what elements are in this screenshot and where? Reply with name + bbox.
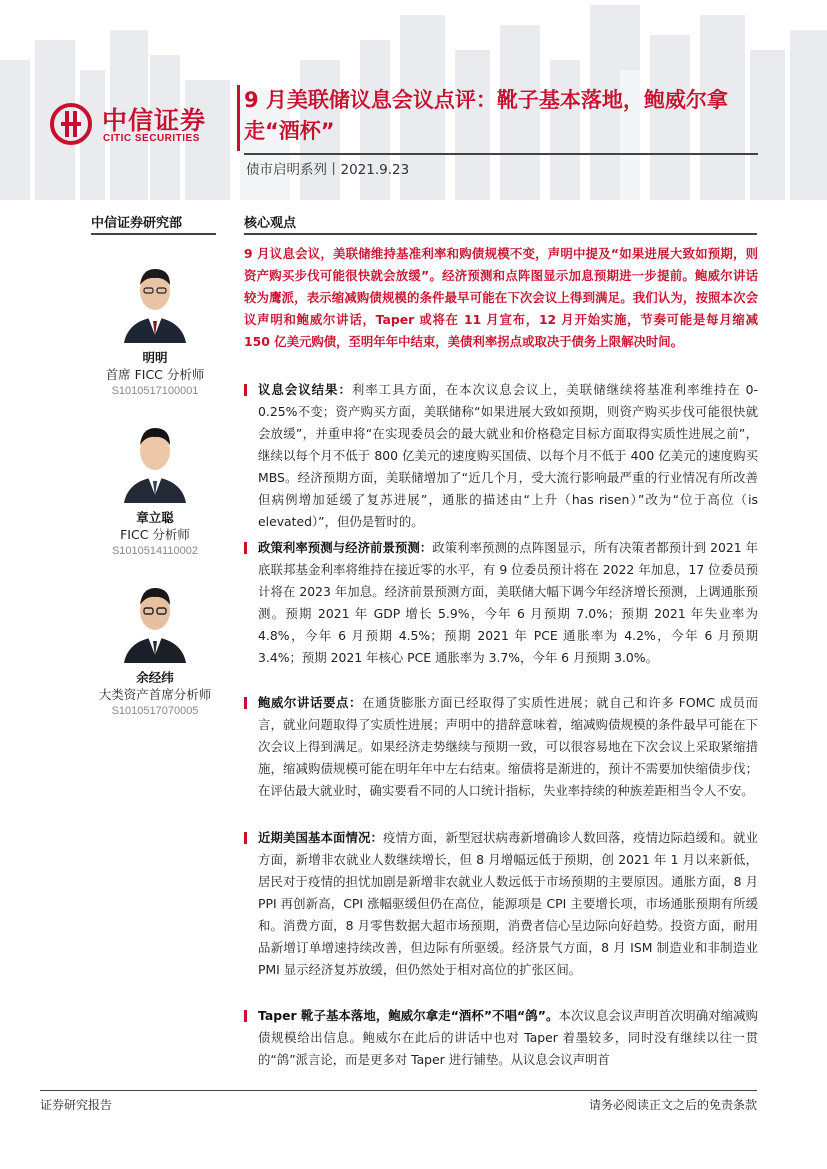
section-taper (244, 1005, 758, 1071)
report-series-date: 债市启明系列丨2021.9.23 (246, 162, 410, 178)
analyst-name: 余经纬 (136, 670, 174, 685)
analyst-photo (120, 255, 190, 343)
logo-english-name: CITIC SECURITIES (103, 133, 200, 144)
section-body: 疫情方面，新型冠状病毒新增确诊人数回落，疫情边际趋缓和。就业方面，新增非农就业人数继续增长，但 8 月增幅远低于预期，创 2021 年 1 月以来新低，居民对于疫情的担忧加剧是新增非农就业人数远低于市场预期的主要原因。通胀方面，8 月 PPI 再创新高，CPI 涨幅驱缓但仍在高位，能源项是 CPI 主要增长项，市场通胀预期有所缓和。消费方面，8 月零售数据大超市场预期，消费者信心呈边际向好趋势。投资方面，耐用品新增订单增速持续改善，但边际有所驱缓。经济景气方面，8 月 ISM 制造业和非制造业 PMI 显示经济复苏放缓，但仍然处于相对高位的扩张区间。 (258, 830, 759, 977)
report-title: 9 月美联储议息会议点评：靴子基本落地，鲍威尔拿走“酒杯” (244, 88, 728, 143)
logo-chinese-name: 中信证券 (102, 106, 207, 135)
section-heading: 鲍威尔讲话要点： (258, 695, 363, 710)
department-divider (91, 233, 216, 235)
analyst-photo (120, 415, 190, 503)
section-meeting-result (244, 379, 758, 533)
analyst-card (91, 575, 219, 720)
core-views-divider (244, 233, 757, 235)
section-fundamentals (244, 827, 758, 981)
citic-logo (50, 103, 230, 151)
core-views-heading: 核心观点 (244, 216, 297, 231)
section-heading: Taper 靴子基本落地，鲍威尔拿走“酒杯”不唱“鸽”。 (258, 1008, 559, 1023)
section-marker (244, 697, 247, 709)
analyst-card (91, 415, 219, 560)
section-marker (244, 1010, 247, 1022)
analyst-license-id: S1010517070005 (111, 705, 199, 717)
footer-report-type: 证券研究报告 (40, 1098, 113, 1112)
section-marker (244, 542, 247, 554)
analyst-title: 首席 FICC 分析师 (105, 367, 205, 382)
title-accent-bar (237, 85, 240, 151)
section-heading: 政策利率预测与经济前景预测： (258, 540, 433, 555)
section-body: 本次议息会议声明首次明确对缩减购债规模给出信息。鲍威尔在此后的讲话中也对 Taper 着墨较多，同时没有继续以往一贯的“鸽”派言论，而是更多对 Taper 进行铺垫。从议息会议声明首 (258, 1008, 758, 1067)
analyst-name: 明明 (142, 350, 168, 365)
analyst-photo (120, 575, 190, 663)
section-body: 利率工具方面，在本次议息会议上，美联储继续将基准利率维持在 0-0.25%不变；资产购买方面，美联储称“如果进展大致如预期，则资产购买步伐可能很快就会放缓”，并重申将“在实现委员会的最大就业和价格稳定目标方面取得实质性进展之前”，继续以每个月不低于 800 亿美元的速度购买国债、以每个月不低于 400 亿美元的速度购买 MBS。经济预期方面，美联储增加了“近几个月，受大流行影响最严重的行业情况有所改善但病例增加延缓了复苏进展”，通胀的描述由“上升（has risen）”改为“位于高位（is elevated）”，但仍是暂时的。 (258, 382, 758, 529)
footer-divider (40, 1090, 757, 1091)
section-rate-outlook (244, 537, 758, 669)
title-divider (244, 153, 758, 155)
citic-logo-icon (50, 103, 92, 145)
department-heading: 中信证券研究部 (91, 216, 183, 231)
core-summary: 9 月议息会议，美联储维持基准利率和购债规模不变，声明中提及“如果进展大致如预期，则资产购买步伐可能很快就会放缓”。经济预测和点阵图显示加息预期进一步提前。鲍威尔讲话较为鹰派，表示缩减购债规模的条件最早可能在下次会议上得到满足。我们认为，按照本次会议声明和鲍威尔讲话，Taper 或将在 11 月宣布，12 月开始实施，节奏可能是每月缩减 150 亿美元购债，至明年年中结束，美债利率拐点或取决于债务上限解决时间。 (244, 246, 758, 349)
section-powell-remarks (244, 692, 758, 802)
analyst-card (91, 255, 219, 400)
analyst-license-id: S1010517100001 (111, 385, 199, 397)
footer-disclaimer: 请务必阅读正文之后的免责条款 (588, 1098, 757, 1112)
analyst-title: 大类资产首席分析师 (98, 687, 212, 702)
section-body: 在通货膨胀方面已经取得了实质性进展；就自己和许多 FOMC 成员而言，就业问题取得了实质性进展；声明中的措辞意味着，缩减购债规模的条件最早可能在下次会议上得到满足。如果经济走势继续与预期一致，可以很容易地在下次会议上采取紧缩措施，缩减购债规模可能在明年年中左右结束。缩债将是渐进的，预计不需要加快缩债步伐；在评估最大就业时，确实要看不同的人口统计指标，失业率持续的种族差距相当令人不安。 (258, 695, 758, 798)
analyst-name: 章立聪 (136, 510, 174, 525)
analyst-license-id: S1010514110002 (111, 545, 199, 557)
section-marker (244, 832, 247, 844)
section-heading: 近期美国基本面情况： (258, 830, 384, 845)
analyst-title: FICC 分析师 (120, 527, 190, 542)
section-body: 政策利率预测的点阵图显示，所有决策者都预计到 2021 年底联邦基金利率将维持在接近零的水平，有 9 位委员预计将在 2022 年加息，17 位委员预计将在 2023 年加息。经济前景预测方面，美联储大幅下调今年经济增长预测，上调通胀预测。预期 2021 年 GDP 增长 5.9%，今年 6 月预期 7.0%；预期 2021 年失业率为 4.8%，今年 6 月预期 4.5%；预期 2021 年 PCE 通胀率为 4.2%，今年 6 月预期 3.4%；预期 2021 年核心 PCE 通胀率为 3.7%，今年 6 月预期 3.0%。 (258, 540, 759, 665)
section-marker (244, 384, 247, 396)
section-heading: 议息会议结果： (258, 382, 352, 397)
